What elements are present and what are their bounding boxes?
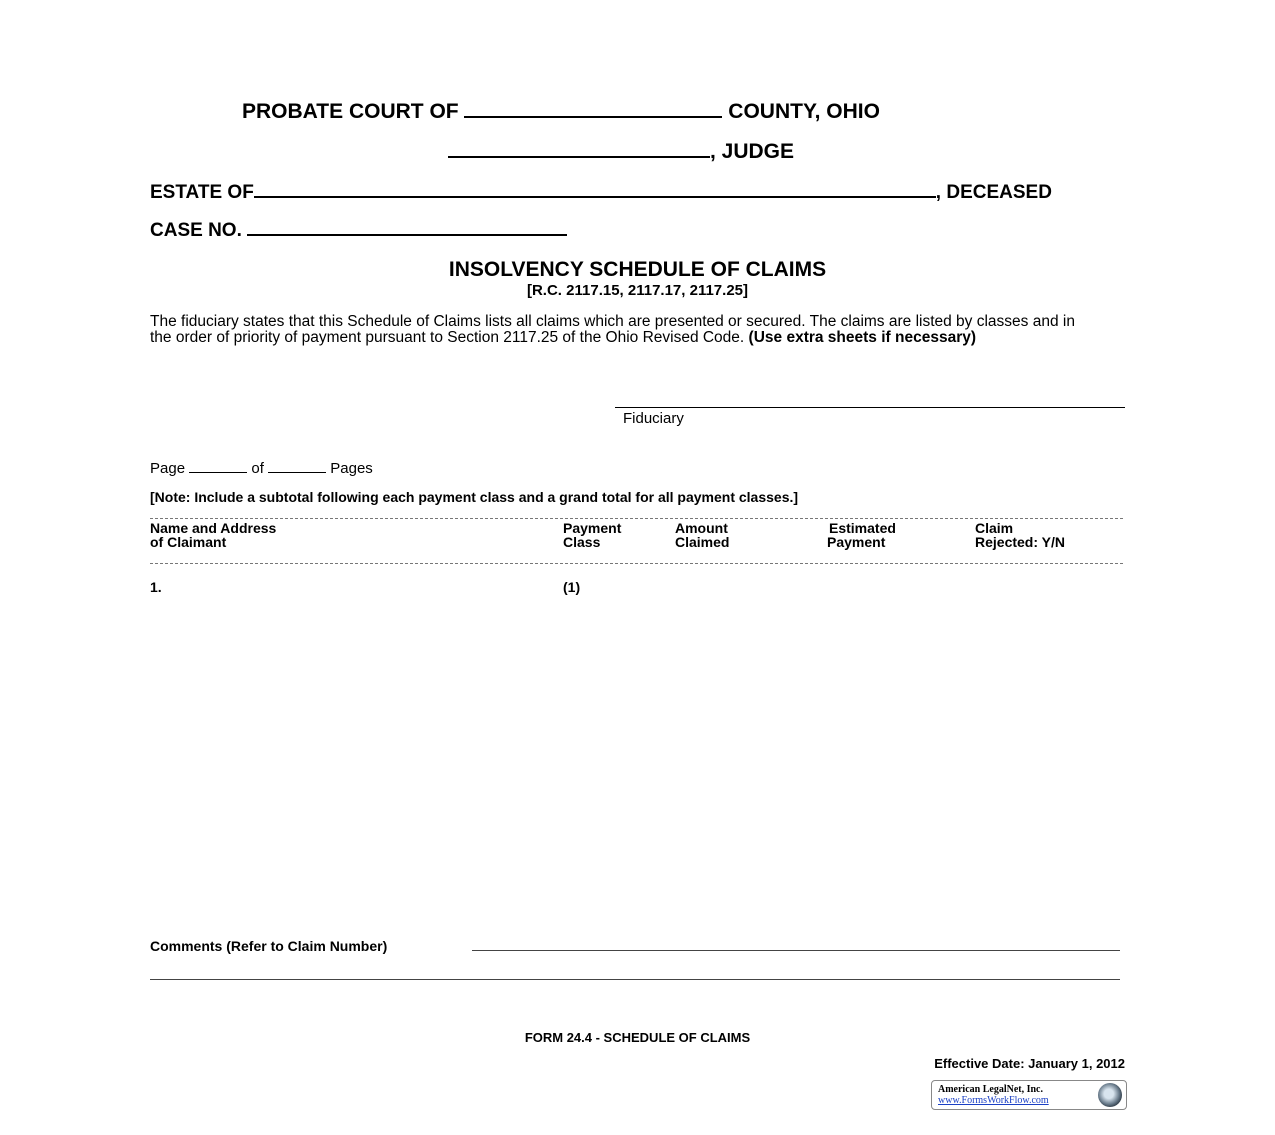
fiduciary-signature-line[interactable]: [615, 407, 1125, 408]
total-pages-field[interactable]: [268, 458, 326, 473]
col-line2: Payment: [827, 534, 886, 550]
estate-suffix: , DECEASED: [935, 182, 1052, 203]
col-line1: Payment: [563, 520, 622, 536]
court-line: [242, 98, 880, 124]
col-line2: Rejected: Y/N: [975, 534, 1065, 550]
globe-icon: [1098, 1083, 1122, 1107]
judge-field[interactable]: [448, 138, 710, 158]
form-title: INSOLVENCY SCHEDULE OF CLAIMS: [448, 258, 827, 281]
case-line: [150, 216, 567, 242]
col-line2: of Claimant: [150, 534, 227, 550]
col-name-address: [150, 521, 276, 549]
logo-url[interactable]: www.FormsWorkFlow.com: [938, 1095, 1049, 1106]
effective-date: Effective Date: January 1, 2012: [934, 1056, 1125, 1071]
note: [Note: Include a subtotal following each payment class and a grand total for all payment classes.]: [150, 489, 799, 505]
col-line1: Amount: [675, 520, 728, 536]
fiduciary-label: Fiduciary: [623, 410, 684, 427]
publisher-logo: [931, 1080, 1127, 1110]
comments-label: Comments (Refer to Claim Number): [150, 938, 388, 954]
statement: [150, 314, 1090, 346]
page-number-field[interactable]: [189, 458, 247, 473]
statement-text: The fiduciary states that this Schedule of Claims lists all claims which are presented or secured. The claims are listed by classes and in the order of priority of payment pursuant to Section 2117.25 of the Ohio Revised Code.: [150, 313, 1075, 346]
row-number: 1.: [150, 579, 162, 595]
col-line1: Estimated: [829, 520, 896, 536]
form-number: FORM 24.4 - SCHEDULE OF CLAIMS: [524, 1030, 751, 1045]
statement-bold: (Use extra sheets if necessary): [748, 329, 977, 346]
page-label: Page: [150, 460, 186, 477]
col-amount-claimed: [675, 521, 729, 549]
logo-company: American LegalNet, Inc.: [938, 1084, 1043, 1095]
citation: [R.C. 2117.15, 2117.17, 2117.25]: [526, 282, 748, 299]
court-suffix: COUNTY, OHIO: [728, 100, 880, 123]
col-line2: Claimed: [675, 534, 730, 550]
county-field[interactable]: [464, 98, 722, 118]
comments-field-2[interactable]: [150, 979, 1120, 980]
judge-suffix: , JUDGE: [710, 140, 795, 163]
court-prefix: PROBATE COURT OF: [242, 100, 459, 123]
estate-prefix: ESTATE OF: [150, 182, 254, 203]
row-payment-class: (1): [563, 579, 581, 595]
comments-field[interactable]: [472, 950, 1120, 951]
table-top-rule: [150, 518, 1123, 519]
col-claim-rejected: [975, 521, 1065, 549]
col-line1: Claim: [975, 520, 1014, 536]
col-line1: Name and Address: [150, 520, 277, 536]
case-label: CASE NO.: [150, 220, 242, 241]
page-count-line: [150, 458, 373, 477]
of-label: of: [251, 460, 264, 477]
table-header-rule: [150, 563, 1123, 564]
pages-label: Pages: [330, 460, 373, 477]
comments-line: [150, 938, 387, 954]
estate-line: [150, 178, 1052, 204]
col-line2: Class: [563, 534, 601, 550]
case-number-field[interactable]: [247, 216, 567, 236]
estate-field[interactable]: [254, 178, 936, 198]
col-estimated-payment: [827, 521, 896, 549]
judge-line: [448, 138, 794, 164]
col-payment-class: [563, 521, 621, 549]
